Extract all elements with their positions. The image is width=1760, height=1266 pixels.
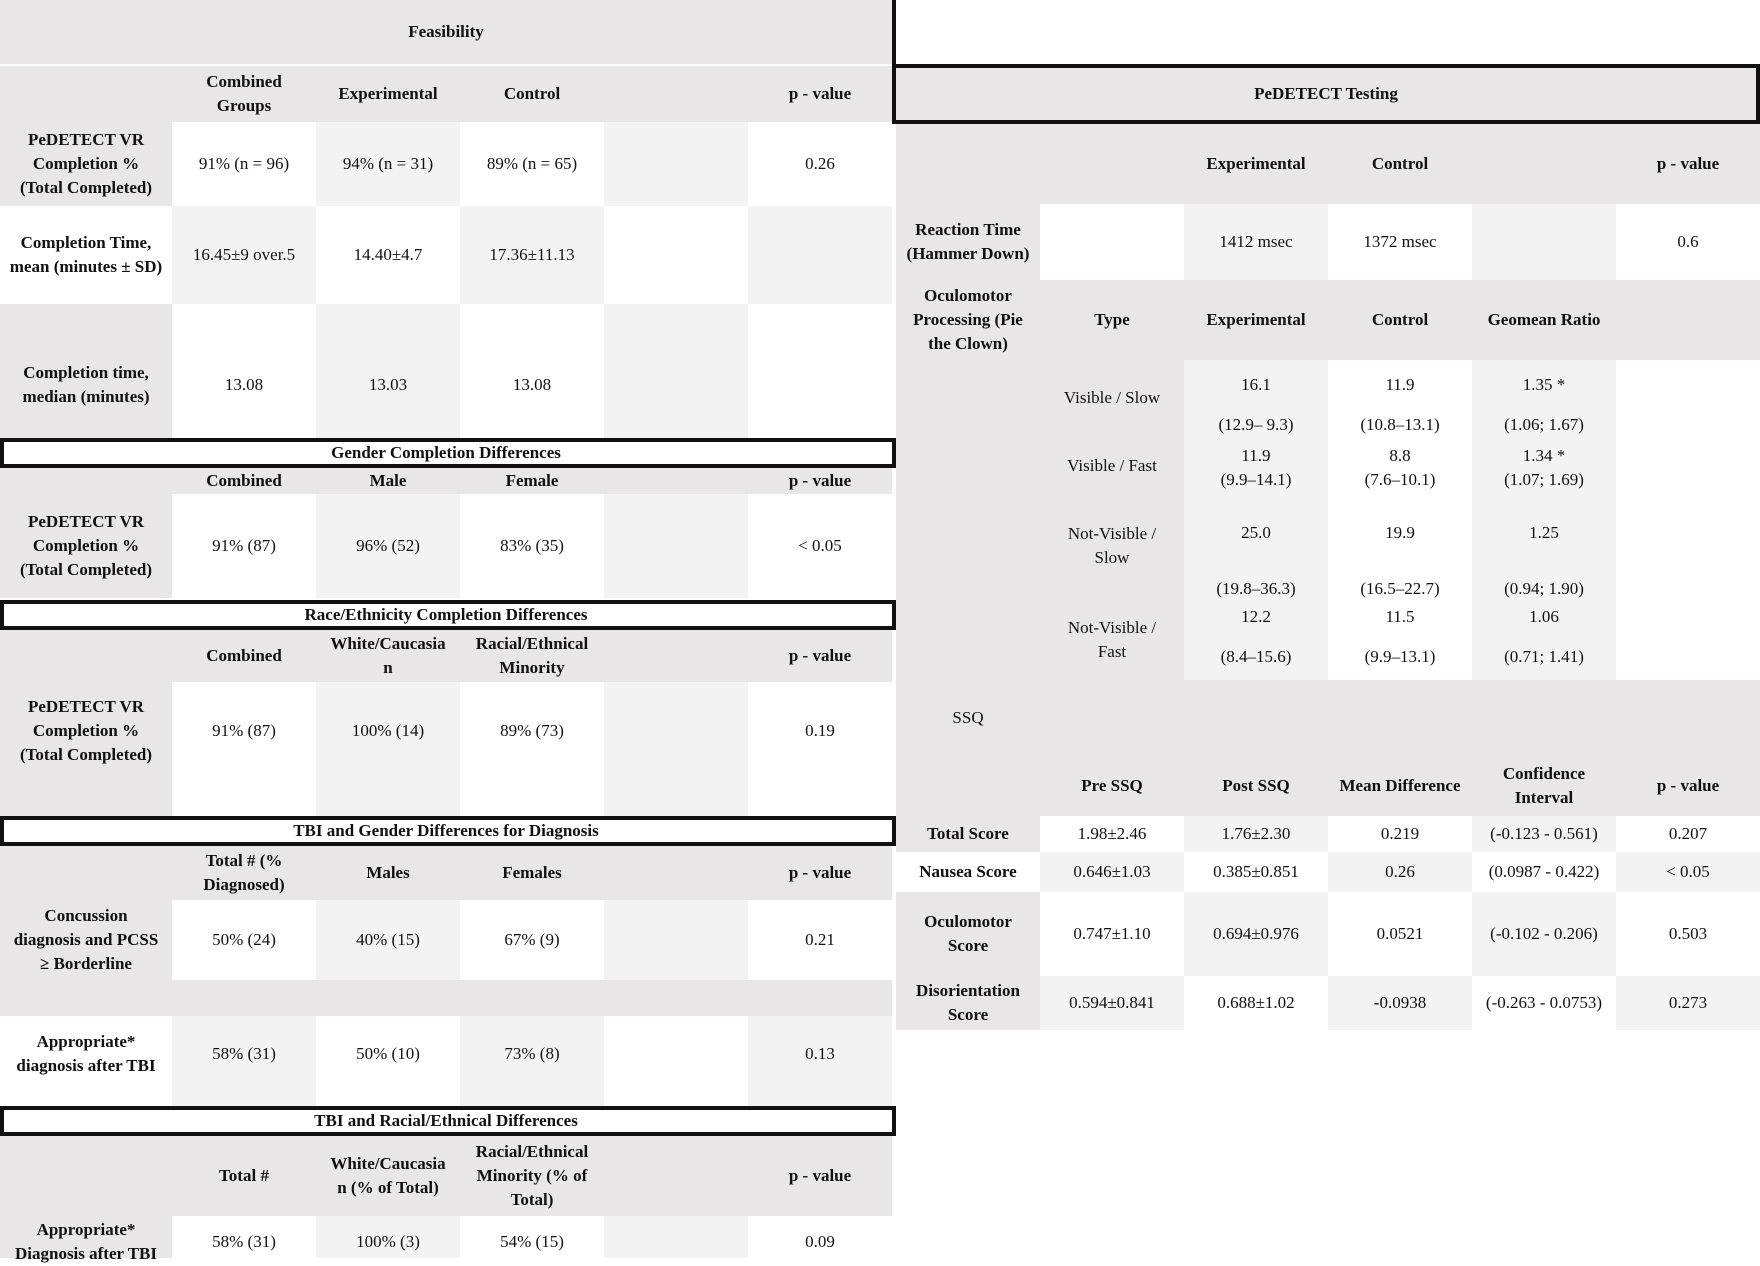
ssq-header-ci: Confidence Interval (1472, 756, 1616, 816)
tbi-gender-title: TBI and Gender Differences for Diagnosis (293, 821, 599, 840)
reaction-time-pvalue: 0.6 (1616, 204, 1760, 280)
oculomotor-control: 11.9 (1385, 375, 1415, 394)
tbi-race-cell-blank (604, 1216, 748, 1258)
race-header: Racial/Ethnical Minority (460, 630, 604, 682)
oculomotor-blank-column (1616, 360, 1760, 680)
ssq-cell: 1.98±2.46 (1040, 816, 1184, 852)
ssq-cell-pvalue: 0.207 (1616, 816, 1760, 852)
testing-header-corner (896, 124, 1040, 204)
oculomotor-geomean-ci: (0.94; 1.90) (1504, 579, 1584, 598)
feasibility-cell-pvalue (748, 304, 892, 438)
ssq-cell: (-0.102 - 0.206) (1472, 892, 1616, 976)
tbi-race-cell-pvalue: 0.09 (748, 1216, 892, 1258)
race-cell: 100% (14) (316, 682, 460, 816)
feasibility-cell: 16.45±9 over.5 (172, 206, 316, 304)
tbi-gender-cell: 50% (24) (172, 900, 316, 980)
testing-header-pvalue: p - value (1616, 124, 1760, 204)
race-header: White/Caucasia n (316, 630, 460, 682)
tbi-gender-row-label: Concussion diagnosis and PCSS ≥ Borderline (0, 900, 172, 980)
oculomotor-experimental: 11.9 (9.9–14.1) (1220, 446, 1292, 489)
feasibility-header-blank (604, 66, 748, 122)
gender-header-corner (0, 468, 172, 494)
gender-header: Combined (172, 468, 316, 494)
reaction-time-experimental: 1412 msec (1184, 204, 1328, 280)
feasibility-title-divider (892, 0, 896, 64)
feasibility-cell: 13.08 (172, 304, 316, 438)
oculomotor-control: 8.8 (7.6–10.1) (1364, 446, 1436, 489)
gender-cell: 91% (87) (172, 494, 316, 598)
ssq-header-pre: Pre SSQ (1040, 756, 1184, 816)
tbi-gender-header-blank (604, 846, 748, 900)
oculomotor-header-type: Type (1040, 280, 1184, 360)
gender-cell: 96% (52) (316, 494, 460, 598)
testing-header-blank (1472, 124, 1616, 204)
gender-row-label: PeDETECT VR Completion % (Total Completed) (0, 494, 172, 598)
tbi-gender-cell: 73% (8) (460, 1016, 604, 1106)
oculomotor-geomean-ci: (0.71; 1.41) (1504, 647, 1584, 666)
tbi-gender-header-corner (0, 846, 172, 900)
oculomotor-label: Oculomotor Processing (Pie the Clown) (896, 280, 1040, 360)
ssq-header-mean-diff: Mean Difference (1328, 756, 1472, 816)
tbi-race-cell: 100% (3) (316, 1216, 460, 1258)
ssq-cell: 0.747±1.10 (1040, 892, 1184, 976)
oculomotor-header-control: Control (1328, 280, 1472, 360)
reaction-time-control: 1372 msec (1328, 204, 1472, 280)
ssq-row-label: Total Score (896, 816, 1040, 852)
race-cell: 89% (73) (460, 682, 604, 816)
tbi-gender-cell: 50% (10) (316, 1016, 460, 1106)
tbi-gender-cell: 67% (9) (460, 900, 604, 980)
ssq-cell-pvalue: 0.273 (1616, 976, 1760, 1030)
tbi-gender-row-label: Appropriate* diagnosis after TBI (0, 1016, 172, 1106)
feasibility-cell-pvalue (748, 206, 892, 304)
race-cell-pvalue: 0.19 (748, 682, 892, 816)
reaction-time-blank (1040, 204, 1184, 280)
race-header-pvalue: p - value (748, 630, 892, 682)
gender-header-pvalue: p - value (748, 468, 892, 494)
testing-title: PeDETECT Testing (896, 68, 1756, 120)
feasibility-header-pvalue: p - value (748, 66, 892, 122)
tbi-race-header: Total # (172, 1136, 316, 1216)
ssq-cell: 0.0521 (1328, 892, 1472, 976)
oculomotor-geomean-ci: (1.06; 1.67) (1504, 415, 1584, 434)
feasibility-cell: 91% (n = 96) (172, 122, 316, 206)
oculomotor-experimental: 25.0 (1241, 523, 1271, 542)
oculomotor-experimental: 16.1 (1241, 375, 1271, 394)
tbi-race-header: White/Caucasia n (% of Total) (316, 1136, 460, 1216)
tbi-gender-cell: 58% (31) (172, 1016, 316, 1106)
tbi-race-header: Racial/Ethnical Minority (% of Total) (460, 1136, 604, 1216)
tbi-gender-cell-pvalue: 0.13 (748, 1016, 892, 1106)
ssq-cell: 0.385±0.851 (1184, 852, 1328, 892)
race-title: Race/Ethnicity Completion Differences (304, 605, 588, 624)
tbi-gender-cell-blank (604, 900, 748, 980)
ssq-row-label: Disorientation Score (896, 976, 1040, 1030)
feasibility-cell: 13.08 (460, 304, 604, 438)
tbi-gender-cell-pvalue: 0.21 (748, 900, 892, 980)
feasibility-cell: 89% (n = 65) (460, 122, 604, 206)
gender-header-blank (604, 468, 748, 494)
feasibility-title: Feasibility (0, 0, 892, 64)
ssq-cell: 0.646±1.03 (1040, 852, 1184, 892)
oculomotor-geomean: 1.34 * (1.07; 1.69) (1504, 446, 1584, 489)
oculomotor-experimental-ci: (12.9– 9.3) (1218, 415, 1294, 434)
reaction-time-blank (1472, 204, 1616, 280)
ssq-label: SSQ (952, 708, 984, 727)
feasibility-header-combined: Combined Groups (172, 66, 316, 122)
oculomotor-control-ci: (10.8–13.1) (1360, 415, 1440, 434)
ssq-row-label: Oculomotor Score (896, 892, 1040, 976)
tbi-race-row-label: Appropriate* Diagnosis after TBI (0, 1216, 172, 1258)
tbi-gender-header: Total # (% Diagnosed) (172, 846, 316, 900)
feasibility-cell: 17.36±11.13 (460, 206, 604, 304)
oculomotor-type: Visible / Fast (1067, 456, 1157, 475)
tbi-gender-cell-blank (604, 1016, 748, 1106)
oculomotor-geomean: 1.35 * (1522, 375, 1566, 394)
feasibility-header-corner (0, 66, 172, 122)
oculomotor-header-blank (1616, 280, 1760, 360)
tbi-gender-header: Males (316, 846, 460, 900)
tbi-gender-spacer-row (0, 980, 892, 1016)
oculomotor-geomean: 1.06 (1529, 607, 1559, 626)
testing-header-experimental: Experimental (1184, 124, 1328, 204)
tbi-race-header-corner (0, 1136, 172, 1216)
oculomotor-experimental: 12.2 (1241, 607, 1271, 626)
feasibility-header-experimental: Experimental (316, 66, 460, 122)
race-cell: 91% (87) (172, 682, 316, 816)
race-header: Combined (172, 630, 316, 682)
feasibility-cell: 94% (n = 31) (316, 122, 460, 206)
reaction-time-label: Reaction Time (Hammer Down) (896, 204, 1040, 280)
feasibility-cell-blank (604, 206, 748, 304)
oculomotor-label-span (896, 360, 1040, 680)
oculomotor-experimental-ci: (19.8–36.3) (1216, 579, 1296, 598)
feasibility-cell: 14.40±4.7 (316, 206, 460, 304)
feasibility-cell-blank (604, 122, 748, 206)
ssq-cell-pvalue: < 0.05 (1616, 852, 1760, 892)
feasibility-cell: 13.03 (316, 304, 460, 438)
ssq-cell: (-0.123 - 0.561) (1472, 816, 1616, 852)
ssq-cell: 0.594±0.841 (1040, 976, 1184, 1030)
gender-header: Male (316, 468, 460, 494)
tbi-gender-header: Females (460, 846, 604, 900)
testing-header-control: Control (1328, 124, 1472, 204)
feasibility-row-label: Completion time, median (minutes) (0, 304, 172, 438)
gender-header: Female (460, 468, 604, 494)
gender-cell-pvalue: < 0.05 (748, 494, 892, 598)
ssq-cell-pvalue: 0.503 (1616, 892, 1760, 976)
tbi-race-title: TBI and Racial/Ethnical Differences (314, 1111, 578, 1130)
feasibility-header-control: Control (460, 66, 604, 122)
oculomotor-header-geomean: Geomean Ratio (1472, 280, 1616, 360)
ssq-cell: 1.76±2.30 (1184, 816, 1328, 852)
feasibility-row-label: Completion Time, mean (minutes ± SD) (0, 206, 172, 304)
ssq-cell: 0.26 (1328, 852, 1472, 892)
oculomotor-geomean: 1.25 (1529, 523, 1559, 542)
ssq-cell: (-0.263 - 0.0753) (1472, 976, 1616, 1030)
ssq-cell: (0.0987 - 0.422) (1472, 852, 1616, 892)
race-cell-blank (604, 682, 748, 816)
feasibility-cell-blank (604, 304, 748, 438)
oculomotor-control: 19.9 (1385, 523, 1415, 542)
gender-cell-blank (604, 494, 748, 598)
race-header-blank (604, 630, 748, 682)
ssq-header-corner (896, 756, 1040, 816)
ssq-cell: 0.694±0.976 (1184, 892, 1328, 976)
ssq-cell: -0.0938 (1328, 976, 1472, 1030)
race-row-label: PeDETECT VR Completion % (Total Completed) (0, 682, 172, 816)
tbi-gender-header-pvalue: p - value (748, 846, 892, 900)
oculomotor-type: Not-Visible / Slow (1067, 524, 1157, 567)
oculomotor-type: Not-Visible / Fast (1067, 618, 1157, 661)
feasibility-cell-pvalue: 0.26 (748, 122, 892, 206)
gender-cell: 83% (35) (460, 494, 604, 598)
tbi-race-cell: 58% (31) (172, 1216, 316, 1258)
ssq-cell: 0.219 (1328, 816, 1472, 852)
oculomotor-experimental-ci: (8.4–15.6) (1220, 647, 1292, 666)
ssq-cell: 0.688±1.02 (1184, 976, 1328, 1030)
ssq-header-post: Post SSQ (1184, 756, 1328, 816)
oculomotor-control-ci: (16.5–22.7) (1360, 579, 1440, 598)
ssq-header-pvalue: p - value (1616, 756, 1760, 816)
oculomotor-header-experimental: Experimental (1184, 280, 1328, 360)
feasibility-row-label: PeDETECT VR Completion % (Total Completed) (0, 122, 172, 206)
tbi-gender-cell: 40% (15) (316, 900, 460, 980)
testing-header-blank (1040, 124, 1184, 204)
gender-title: Gender Completion Differences (331, 443, 561, 462)
oculomotor-type: Visible / Slow (1063, 388, 1161, 407)
oculomotor-control-ci: (9.9–13.1) (1364, 647, 1436, 666)
oculomotor-control: 11.5 (1385, 607, 1415, 626)
ssq-row-label: Nausea Score (896, 852, 1040, 892)
tbi-race-header-pvalue: p - value (748, 1136, 892, 1216)
tbi-race-header-blank (604, 1136, 748, 1216)
race-header-corner (0, 630, 172, 682)
tbi-race-cell: 54% (15) (460, 1216, 604, 1258)
